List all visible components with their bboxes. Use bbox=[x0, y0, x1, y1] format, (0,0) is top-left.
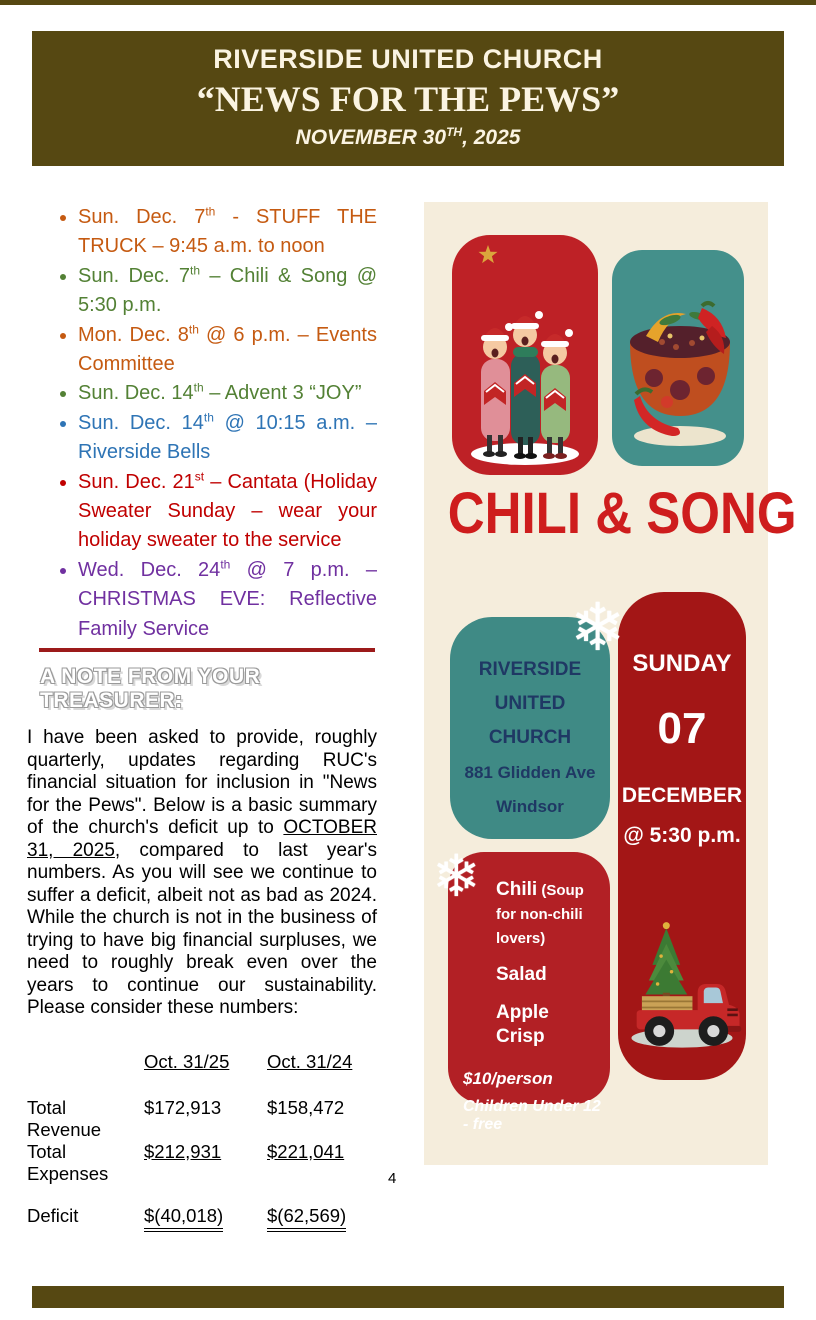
deficit-row bbox=[27, 1205, 377, 1232]
footer-bar bbox=[32, 1286, 784, 1308]
deficit-label: Deficit bbox=[27, 1204, 79, 1226]
left-column bbox=[27, 203, 377, 1232]
events-list bbox=[27, 203, 377, 644]
menu-item-chili-note: (Soup for non-chili lovers) bbox=[496, 882, 584, 947]
carolers-illustration bbox=[452, 235, 598, 475]
event-time: @ 5:30 p.m. bbox=[623, 824, 741, 847]
newsletter-date: NOVEMBER 30TH, 2025 bbox=[295, 125, 521, 149]
revenue-2024: $158,472 bbox=[267, 1096, 345, 1118]
event-item: • Wed. Dec. 24th @ 7 p.m. – CHRISTMAS EVE: Reflective Family Service bbox=[78, 556, 377, 644]
expenses-label: Total Expenses bbox=[27, 1140, 109, 1184]
venue-address: 881 Glidden Ave bbox=[464, 763, 596, 782]
revenue-2025: $172,913 bbox=[144, 1096, 222, 1118]
flyer-title: CHILI & SONG bbox=[447, 481, 797, 546]
menu-pricing bbox=[448, 1049, 610, 1134]
treasurer-heading: A NOTE FROM YOUR TREASURER: bbox=[40, 665, 261, 713]
col-header-2025: Oct. 31/25 bbox=[144, 1050, 230, 1072]
deficit-2025: $(40,018) bbox=[144, 1205, 223, 1232]
venue-city: Windsor bbox=[496, 797, 564, 816]
event-date-number: 07 bbox=[657, 704, 707, 753]
event-item: • Sun. Dec. 14th – Advent 3 “JOY” bbox=[78, 379, 377, 408]
chili-bowl-illustration bbox=[612, 250, 744, 466]
red-divider bbox=[39, 648, 375, 652]
underlined-date: OCTOBER 31, 2025 bbox=[27, 817, 377, 861]
expenses-2025: $212,931 bbox=[144, 1140, 222, 1162]
financial-header-row bbox=[27, 1051, 377, 1073]
menu-item-apple-crisp: Apple Crisp bbox=[496, 1002, 549, 1047]
menu-item-salad: Salad bbox=[496, 964, 547, 986]
revenue-row bbox=[27, 1097, 377, 1141]
event-month: DECEMBER bbox=[621, 784, 743, 807]
price-per-person: $10/person bbox=[463, 1068, 553, 1088]
treasurer-paragraph: I have been asked to provide, roughly quarterly, updates regarding RUC's financial situation for inclusion in "News for the Pews". Below is a basic summary of the church's deficit up to OCTOBER 31, 2025, compared to last year's numbers. As you will see we continue to suffer a deficit, albeit not as bad as 2024. While the church is not in the business of trying to have big financial surpluses, we need to roughly break even over the years to continue our sustainability. Please consider these numbers: bbox=[27, 727, 377, 1019]
top-rule bbox=[0, 0, 816, 5]
event-item: • Sun. Dec. 14th @ 10:15 a.m. – Riverside Bells bbox=[78, 409, 377, 468]
event-day: SUNDAY bbox=[632, 650, 732, 677]
chili-and-song-flyer bbox=[424, 202, 797, 1165]
event-item: • Sun. Dec. 7th - STUFF THE TRUCK – 9:45 a.m. to noon bbox=[78, 203, 377, 262]
deficit-2024: $(62,569) bbox=[267, 1205, 346, 1232]
chili-bowl-card bbox=[612, 250, 744, 466]
event-date-card bbox=[618, 592, 746, 1080]
newsletter-subtitle: “NEWS FOR THE PEWS” bbox=[196, 79, 620, 119]
snowflake-icon: ❄ bbox=[432, 844, 481, 909]
expenses-2024: $221,041 bbox=[267, 1140, 345, 1162]
newsletter-masthead bbox=[32, 31, 784, 166]
revenue-label: Total Revenue bbox=[27, 1096, 102, 1140]
event-item: • Sun. Dec. 7th – Chili & Song @ 5:30 p.m. bbox=[78, 262, 377, 321]
financial-table bbox=[27, 1051, 377, 1232]
children-free-note: Children Under 12 - free bbox=[463, 1097, 601, 1133]
church-name-title: RIVERSIDE UNITED CHURCH bbox=[213, 44, 603, 74]
page-number: 4 bbox=[388, 1170, 397, 1187]
event-item: • Sun. Dec. 21st – Cantata (Holiday Sweater Sunday – wear your holiday sweater to the service bbox=[78, 468, 377, 556]
event-item: • Mon. Dec. 8th @ 6 p.m. – Events Committee bbox=[78, 321, 377, 380]
venue-name: RIVERSIDE UNITED CHURCH bbox=[478, 659, 582, 748]
col-header-2024: Oct. 31/24 bbox=[267, 1050, 353, 1072]
carolers-card bbox=[452, 235, 598, 475]
snowflake-icon: ❄ bbox=[570, 590, 626, 664]
menu-item-chili: Chili (Soup for non-chili lovers) bbox=[496, 879, 584, 947]
truck-illustration bbox=[621, 900, 743, 1068]
expenses-row bbox=[27, 1141, 377, 1185]
